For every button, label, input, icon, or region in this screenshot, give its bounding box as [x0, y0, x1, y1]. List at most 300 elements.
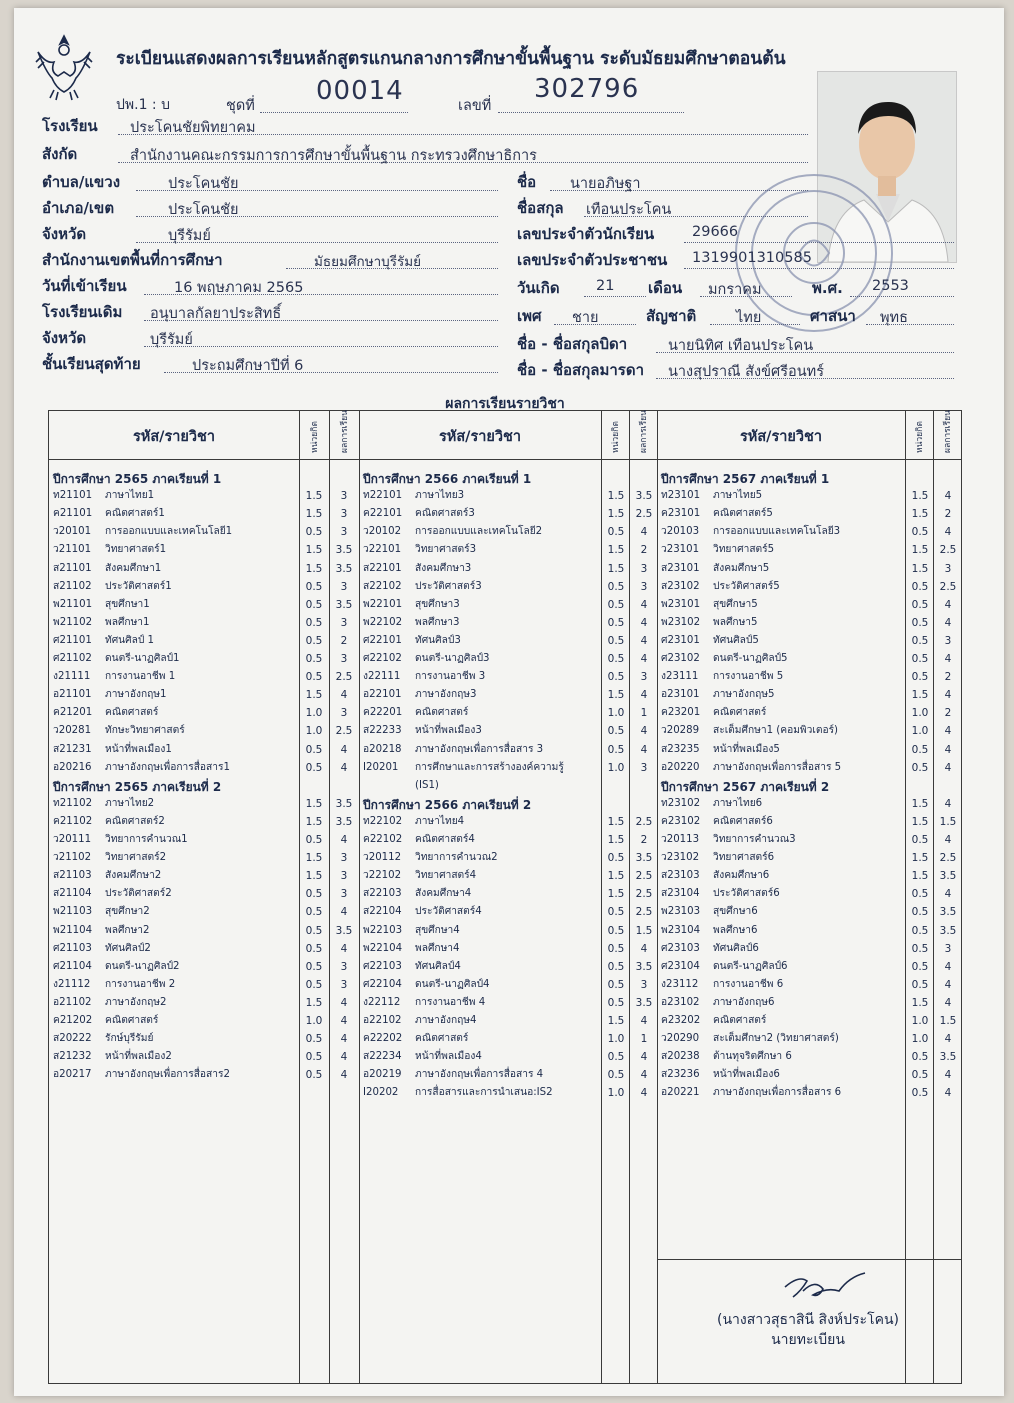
- table-row: [53, 940, 151, 958]
- table-row: [661, 994, 775, 1012]
- subject-name: คณิตศาสตร์: [415, 707, 469, 719]
- col3-credit-header: หน่วยกิต: [915, 421, 925, 453]
- form-code: ปพ.1 : บ: [116, 97, 170, 113]
- col1-header: รหัส/รายวิชา: [132, 429, 216, 445]
- table-row: [661, 976, 783, 994]
- semester-heading: ปีการศึกษา 2565 ภาคเรียนที่ 1: [53, 472, 222, 486]
- grade-value: 4: [640, 689, 648, 702]
- col2-grade-header: ผลการเรียน: [639, 410, 649, 453]
- grade-value: 4: [944, 1069, 952, 1082]
- subject-code: ส21103: [53, 870, 92, 882]
- subject-code: ว20290: [661, 1033, 700, 1045]
- table-row: [661, 1012, 766, 1030]
- credit-value: 0.5: [607, 1069, 625, 1082]
- grade-value: 4: [944, 834, 952, 846]
- table-row: [661, 1066, 780, 1084]
- subject-name: สังคมศึกษา3: [415, 562, 472, 574]
- subject-name: ทัศนศิลป์6: [713, 942, 759, 954]
- grade-value: 4: [944, 725, 952, 738]
- table-row: [661, 686, 775, 704]
- affiliation-label: สังกัด: [42, 145, 78, 163]
- table-row: [363, 614, 460, 632]
- grade-value: 2.5: [635, 508, 653, 521]
- subject-code: พ22104: [363, 942, 403, 954]
- subject-name: ประวัติศาสตร์4: [415, 906, 482, 918]
- subject-code: ศ21103: [53, 942, 92, 954]
- subject-code: ค22102: [363, 834, 403, 845]
- table-row: [363, 578, 482, 596]
- grade-value: 4: [944, 490, 952, 503]
- credit-value: 1.5: [305, 815, 323, 828]
- subject-name: ดนตรี-นาฏศิลป์4: [415, 978, 490, 990]
- subject-code: ท21101: [53, 490, 93, 502]
- subject-name: วิทยาการคำนวณ2: [415, 852, 498, 864]
- subject-code: ศ23103: [661, 942, 700, 954]
- subject-code: ค21101: [53, 508, 93, 520]
- grade-value: [629, 777, 659, 795]
- grade-value: 3: [340, 616, 348, 629]
- grade-value: 2.5: [939, 852, 957, 865]
- subject-name: ภาษาอังกฤษ4: [415, 1015, 477, 1026]
- credit-value: 0.5: [911, 598, 929, 611]
- subject-code: ศ21101: [53, 634, 92, 646]
- table-row: [363, 1084, 553, 1102]
- table-row: [53, 614, 150, 632]
- subject-name: ภาษาอังกฤษเพื่อการสื่อสาร2: [105, 1069, 230, 1081]
- subject-code: อ20216: [53, 761, 92, 773]
- grade-value: 4: [944, 797, 952, 810]
- credit-value: 0.5: [911, 960, 929, 973]
- grade-value: 2: [340, 634, 348, 647]
- grade-value: 4: [640, 743, 648, 756]
- grade-value: 3.5: [939, 1051, 957, 1064]
- credit-value: 0.5: [911, 580, 929, 593]
- subject-code: ว20101: [53, 526, 92, 538]
- grade-value: 3.5: [635, 852, 653, 865]
- credit-value: 1.0: [911, 707, 929, 720]
- subject-name: ประวัติศาสตร์1: [105, 580, 172, 592]
- subject-name: คณิตศาสตร์1: [105, 508, 165, 520]
- credit-value: 0.5: [607, 1051, 625, 1064]
- credit-value: 0.5: [305, 924, 323, 937]
- table-row: [661, 741, 780, 759]
- subject-code: อ21102: [53, 996, 92, 1008]
- grade-value: 3: [340, 960, 348, 973]
- set-number: 00014: [316, 76, 404, 106]
- subject-code: ว23101: [661, 544, 700, 556]
- table-row: [53, 1048, 172, 1066]
- table-row: [661, 813, 773, 831]
- credit-value: 0.5: [305, 888, 323, 901]
- subject-code: ส21231: [53, 743, 92, 755]
- subject-code: ว21101: [53, 544, 92, 556]
- subject-name: ภาษาไทย5: [713, 490, 763, 502]
- subject-code: ว20112: [363, 852, 402, 864]
- sex-value: ชาย: [572, 310, 599, 326]
- table-row: [363, 541, 476, 559]
- grade-value: 3: [340, 852, 348, 865]
- col2-credit-header: หน่วยกิต: [611, 421, 621, 453]
- table-row: [363, 885, 471, 903]
- credit-value: 1.0: [911, 1015, 929, 1027]
- subject-name: (IS1): [415, 779, 439, 791]
- subject-name: ประวัติศาสตร์2: [105, 888, 172, 900]
- grade-value: 3: [340, 508, 348, 521]
- subject-name: หน้าที่พลเมือง4: [415, 1051, 482, 1063]
- grade-value: 2.5: [635, 815, 653, 828]
- credit-value: 0.5: [911, 653, 929, 665]
- credit-value: 0.5: [911, 924, 929, 937]
- subject-name: วิทยาศาสตร์2: [105, 852, 167, 864]
- table-row: [53, 976, 175, 994]
- subject-code: ศ22101: [363, 634, 402, 646]
- table-row: [661, 1084, 841, 1102]
- table-row: [53, 650, 180, 668]
- table-row: [661, 505, 773, 523]
- mother-value: นางสุปราณี สังข์ศรีอนทร์: [668, 364, 824, 380]
- student-id-value: 29666: [692, 224, 739, 240]
- table-row: [363, 831, 475, 849]
- grade-value: 4: [640, 1069, 648, 1082]
- subject-name: ภาษาอังกฤษ5: [713, 689, 775, 701]
- subject-code: ส22234: [363, 1051, 402, 1063]
- subdistrict-label: ตำบล/แขวง: [42, 173, 121, 191]
- subject-code: ส23101: [661, 562, 700, 574]
- table-row: [363, 940, 460, 958]
- subject-name: ภาษาอังกฤษ1: [105, 689, 167, 701]
- subject-code: ท22102: [363, 815, 403, 827]
- grade-value: 2: [640, 834, 648, 846]
- subject-code: ว20102: [363, 526, 402, 538]
- table-row: [661, 614, 758, 632]
- subject-code: พ23102: [661, 616, 701, 628]
- table-row: [661, 831, 796, 849]
- subject-name: ภาษาอังกฤษ2: [105, 996, 167, 1008]
- credit-value: 0.5: [305, 960, 323, 973]
- grade-value: 2.5: [635, 906, 653, 919]
- credit-value: 0.5: [607, 580, 625, 593]
- grade-value: 3: [640, 978, 648, 991]
- credit-value: 1.0: [607, 1033, 625, 1046]
- subject-code: ค21201: [53, 707, 93, 719]
- table-row: [53, 686, 167, 704]
- religion-label: ศาสนา: [810, 307, 856, 325]
- entry-date-label: วันที่เข้าเรียน: [42, 277, 127, 295]
- subject-name: ภาษาอังกฤษเพื่อการสื่อสาร 4: [415, 1069, 544, 1081]
- birth-year-label: พ.ศ.: [812, 279, 843, 297]
- table-row: [363, 922, 460, 940]
- credit-value: 0.5: [607, 526, 625, 539]
- table-row: [661, 541, 774, 559]
- province-label: จังหวัด: [42, 225, 87, 243]
- subject-code: ศ21104: [53, 960, 92, 972]
- table-row: [661, 759, 841, 777]
- table-row: [53, 813, 165, 831]
- number-label: เลขที่: [458, 98, 492, 114]
- subject-name: คณิตศาสตร์6: [713, 815, 773, 827]
- credit-value: 0.5: [305, 580, 323, 593]
- grade-value: 4: [340, 996, 348, 1009]
- grade-value: 3.5: [635, 996, 653, 1009]
- subject-code: ค23201: [661, 707, 701, 719]
- grade-value: 1: [640, 707, 648, 720]
- table-row: [363, 704, 468, 722]
- subject-code: ท22101: [363, 490, 403, 502]
- subject-code: ส23236: [661, 1069, 700, 1081]
- subject-name: การศึกษาและการสร้างองค์ความรู้: [415, 761, 564, 773]
- table-row: [53, 1030, 153, 1048]
- grades-column-3: [657, 411, 961, 1383]
- subject-code: พ22101: [363, 598, 403, 610]
- table-row: [661, 560, 769, 578]
- subject-code: พ21101: [53, 598, 93, 610]
- credit-value: 1.5: [305, 689, 323, 702]
- col2-header: รหัส/รายวิชา: [438, 429, 522, 445]
- credit-value: 0.5: [911, 888, 929, 901]
- subject-name: ดนตรี-นาฏศิลป์3: [415, 653, 490, 664]
- grade-value: 4: [340, 1069, 348, 1082]
- subject-name: ดนตรี-นาฏศิลป์2: [105, 960, 180, 972]
- subject-name: สังคมศึกษา5: [713, 562, 770, 574]
- subdistrict-value: ประโคนชัย: [168, 176, 239, 192]
- credit-value: 1.5: [607, 562, 625, 575]
- subject-name: การออกแบบและเทคโนโลยี1: [105, 526, 233, 538]
- table-row: [363, 994, 485, 1012]
- subject-name: หน้าที่พลเมือง3: [415, 725, 482, 737]
- table-row: [661, 940, 759, 958]
- credit-value: 0.5: [305, 834, 323, 846]
- table-row: [53, 1012, 158, 1030]
- credit-value: 0.5: [911, 1087, 929, 1100]
- credit-value: 0.5: [607, 852, 625, 865]
- credit-value: 1.5: [911, 562, 929, 575]
- province-value: บุรีรัมย์: [168, 228, 211, 244]
- credit-value: 0.5: [305, 743, 323, 756]
- credit-value: 1.5: [305, 490, 323, 503]
- grade-value: 3.5: [939, 906, 957, 919]
- credit-value: 0.5: [305, 653, 323, 665]
- subject-code: อ22101: [363, 689, 402, 701]
- name-label: ชื่อ: [517, 173, 537, 191]
- grade-value: 4: [340, 906, 348, 919]
- table-row: [363, 976, 490, 994]
- subject-code: ส21104: [53, 888, 92, 900]
- grade-value: 3.5: [635, 490, 653, 503]
- table-row: [363, 686, 477, 704]
- grade-value: 2.5: [939, 580, 957, 593]
- grade-value: 3: [340, 870, 348, 883]
- subject-code: ส23102: [661, 580, 700, 592]
- subject-name: ทัศนศิลป์5: [713, 634, 759, 646]
- transcript-page: [14, 8, 1004, 1396]
- grade-value: 3.5: [335, 544, 353, 557]
- grade-value: 4: [640, 725, 648, 738]
- grades-column-1: [49, 411, 359, 1383]
- grade-value: 3: [340, 707, 348, 720]
- credit-value: 0.5: [607, 598, 625, 611]
- birth-year-value: 2553: [872, 278, 909, 294]
- subject-name: ภาษาไทย1: [105, 490, 155, 502]
- credit-value: 1.5: [305, 508, 323, 521]
- credit-value: 0.5: [607, 942, 625, 955]
- grade-value: 2.5: [635, 888, 653, 901]
- subject-name: ต้านทุจริตศึกษา 6: [713, 1051, 792, 1063]
- subject-name: การงานอาชีพ 4: [415, 996, 486, 1008]
- subject-name: วิทยาศาสตร์1: [105, 544, 167, 556]
- credit-value: 1.0: [305, 1015, 323, 1027]
- grade-value: 4: [340, 942, 348, 955]
- father-value: นายนิทิศ เทือนประโคน: [668, 338, 814, 354]
- credit-value: 1.5: [607, 815, 625, 828]
- subject-code: ค21202: [53, 1015, 93, 1026]
- subject-code: พ21104: [53, 924, 93, 936]
- credit-value: 1.5: [911, 870, 929, 883]
- subject-code: ศ22103: [363, 960, 402, 972]
- grade-value: 3: [340, 580, 348, 593]
- table-row: [53, 994, 167, 1012]
- grade-value: 2: [640, 544, 648, 557]
- subject-code: ศ21102: [53, 653, 92, 664]
- table-row: [661, 885, 780, 903]
- grade-value: 1: [640, 1033, 648, 1046]
- credit-value: 1.5: [607, 508, 625, 521]
- grade-value: 3.5: [335, 598, 353, 611]
- credit-value: 0.5: [305, 761, 323, 774]
- credit-value: 1.0: [607, 761, 625, 774]
- credit-value: 0.5: [607, 906, 625, 919]
- subject-name: การออกแบบและเทคโนโลยี3: [713, 526, 841, 538]
- subject-name: สะเต็มศึกษา2 (วิทยาศาสตร์): [713, 1033, 839, 1045]
- subject-name: การงานอาชีพ 2: [105, 978, 176, 990]
- grade-value: 4: [340, 1015, 348, 1027]
- subject-code: ส23235: [661, 743, 700, 755]
- subject-code: ว20113: [661, 834, 700, 845]
- table-row: [53, 560, 161, 578]
- table-row: [661, 849, 774, 867]
- affiliation-value: สำนักงานคณะกรรมการการศึกษาขั้นพื้นฐาน กระทรวงศึกษาธิการ: [130, 148, 537, 164]
- subject-code: อ20220: [661, 761, 700, 773]
- subject-name: ภาษาไทย4: [415, 815, 465, 827]
- subject-name: การออกแบบและเทคโนโลยี2: [415, 526, 543, 538]
- subject-name: รักษ์บุรีรัมย์: [105, 1033, 154, 1045]
- grade-value: 4: [640, 653, 648, 665]
- subject-code: ศ23101: [661, 634, 700, 646]
- subject-name: พลศึกษา4: [415, 942, 460, 954]
- table-row: [53, 958, 180, 976]
- subject-name: ทัศนศิลป์2: [105, 942, 151, 954]
- col1-grade-header: ผลการเรียน: [340, 410, 350, 453]
- subject-name: ภาษาอังกฤษ6: [713, 996, 775, 1008]
- credit-value: 1.5: [911, 490, 929, 503]
- credit-value: 0.5: [607, 996, 625, 1009]
- previous-province-value: บุรีรัมย์: [150, 332, 193, 348]
- table-row: [53, 668, 175, 686]
- surname-label: ชื่อสกุล: [517, 199, 564, 217]
- table-row: [53, 578, 172, 596]
- subject-code: ว20103: [661, 526, 700, 538]
- citizen-id-label: เลขประจำตัวประชาชน: [517, 251, 668, 269]
- grade-value: 3.5: [939, 870, 957, 883]
- grades-table-heading: ผลการเรียนรายวิชา: [445, 396, 565, 412]
- district-value: ประโคนชัย: [168, 202, 239, 218]
- subject-name: ทักษะวิทยาศาสตร์: [105, 725, 185, 737]
- subject-name: ภาษาอังกฤษเพื่อการสื่อสาร 5: [713, 761, 842, 773]
- grade-value: 3.5: [335, 924, 353, 937]
- subject-name: ภาษาอังกฤษเพื่อการสื่อสาร1: [105, 761, 230, 773]
- subject-name: หน้าที่พลเมือง5: [713, 743, 780, 755]
- subject-code: อ20218: [363, 743, 402, 755]
- subject-name: ภาษาไทย6: [713, 797, 763, 809]
- table-row: [363, 650, 490, 668]
- credit-value: 1.0: [911, 725, 929, 738]
- subject-code: ง21112: [53, 978, 91, 990]
- table-row: [363, 741, 543, 759]
- subject-code: ท23102: [661, 797, 701, 809]
- nationality-label: สัญชาติ: [646, 307, 697, 325]
- table-row: [363, 560, 471, 578]
- table-row: [661, 795, 762, 813]
- credit-value: 0.5: [607, 960, 625, 973]
- table-row: [661, 903, 758, 921]
- subject-name: พลศึกษา1: [105, 616, 150, 628]
- table-row: [53, 795, 154, 813]
- signature-scribble: [779, 1267, 869, 1307]
- subject-name: ภาษาอังกฤษ3: [415, 689, 477, 701]
- table-row: [363, 523, 542, 541]
- credit-value: 1.0: [305, 707, 323, 720]
- subject-code: พ21103: [53, 906, 93, 918]
- subject-code: ส20222: [53, 1033, 92, 1045]
- subject-name: สุขศึกษา3: [415, 598, 460, 610]
- subject-name: สุขศึกษา5: [713, 598, 758, 610]
- credit-value: 0.5: [911, 978, 929, 991]
- subject-code: อ20217: [53, 1069, 92, 1081]
- birth-day-value: 21: [596, 278, 615, 294]
- grade-value: 3.5: [335, 815, 353, 828]
- subject-code: พ23104: [661, 924, 701, 936]
- grade-value: 3: [944, 942, 952, 955]
- credit-value: 0.5: [911, 1069, 929, 1082]
- grade-value: 4: [640, 616, 648, 629]
- grade-value: 2.5: [335, 725, 353, 738]
- credit-value: 1.5: [911, 996, 929, 1009]
- subject-code: ส22104: [363, 906, 402, 918]
- credit-value: 0.5: [911, 1051, 929, 1064]
- subject-name: สังคมศึกษา4: [415, 888, 472, 900]
- subject-code: I20202: [363, 1087, 399, 1099]
- grade-value: 4: [340, 834, 348, 846]
- table-row: [661, 867, 769, 885]
- credit-value: 0.5: [607, 924, 625, 937]
- subject-name: วิทยาศาสตร์3: [415, 544, 477, 556]
- subject-code: ว22102: [363, 870, 402, 882]
- table-row: [53, 541, 166, 559]
- subject-name: ภาษาอังกฤษเพื่อการสื่อสาร 6: [713, 1087, 842, 1099]
- grade-value: 4: [640, 1051, 648, 1064]
- birth-month-value: มกราคม: [708, 282, 762, 298]
- subject-code: ส21232: [53, 1051, 92, 1063]
- credit-value: 0.5: [607, 671, 625, 684]
- subject-code: ค23102: [661, 815, 701, 827]
- subject-name: คณิตศาสตร์: [105, 1015, 159, 1026]
- credit-value: 0.5: [607, 725, 625, 738]
- table-row: [661, 1048, 792, 1066]
- credit-value: 0.5: [911, 761, 929, 774]
- table-row: [363, 759, 564, 777]
- subject-name: คณิตศาสตร์: [713, 1015, 767, 1026]
- mother-label: ชื่อ - ชื่อสกุลมารดา: [517, 361, 645, 379]
- subject-code: ส22233: [363, 725, 402, 737]
